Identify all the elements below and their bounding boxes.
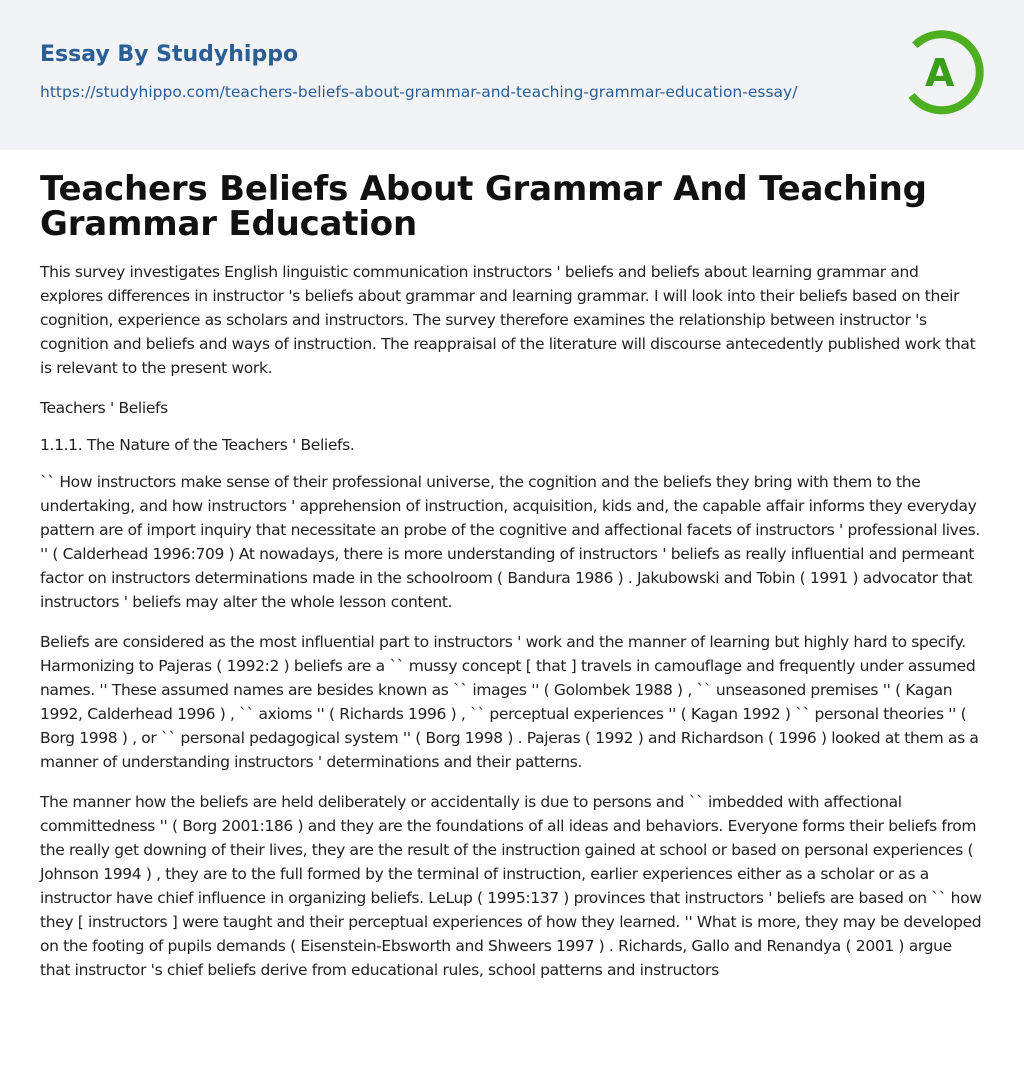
studyhippo-a-logo-icon[interactable] xyxy=(898,28,986,116)
source-url-link[interactable]: https://studyhippo.com/teachers-beliefs-about-grammar-and-teaching-grammar-education-essay/ xyxy=(40,83,798,101)
paragraph-nature-of-beliefs: `` How instructors make sense of their professional universe, the cognition and the beliefs they bring with them to the undertaking, and how instructors ' apprehension of instruction, acquisition, kids and, the capable affair informs they everyday pattern are of import inquiry that necessitate an probe of the cognitive and affectional facets of instructors ' professional lives. '' ( Calderhead 1996:709 ) At nowadays, there is more understanding of instructors ' beliefs as really influential and permeant factor on instructors determinations made in the schoolroom ( Bandura 1986 ) . Jakubowski and Tobin ( 1991 ) advocator that instructors ' beliefs may alter the whole lesson content. xyxy=(40,473,980,611)
subsection-heading: 1.1.1. The Nature of the Teachers ' Beliefs. xyxy=(40,436,355,454)
brand-name[interactable]: Essay By Studyhippo xyxy=(40,42,299,67)
article xyxy=(0,150,1024,982)
section-heading: Teachers ' Beliefs xyxy=(40,399,168,417)
paragraph-intro: This survey investigates English linguistic communication instructors ' beliefs and beliefs about learning grammar and explores differences in instructor 's beliefs about grammar and learning grammar. I will look into their beliefs based on their cognition, experience as scholars and instructors. The survey therefore examines the relationship between instructor 's cognition and beliefs and ways of instruction. The reappraisal of the literature will discourse antecedently published work that is relevant to the present work. xyxy=(40,263,976,377)
logo-letter: A xyxy=(925,51,955,95)
site-header xyxy=(0,0,1024,150)
paragraph-beliefs-held: The manner how the beliefs are held deliberately or accidentally is due to persons and `` imbedded with affectional committedness '' ( Borg 2001:186 ) and they are the foundations of all ideas and behaviors. Everyone forms their beliefs from the really get downing of their lives, they are the result of the instruction gained at school or based on personal experiences ( Johnson 1994 ) , they are to the full formed by the terminal of instruction, earlier experiences either as a scholar or as a instructor have chief influence in organizing beliefs. LeLup ( 1995:137 ) provinces that instructors ' beliefs are based on `` how they [ instructors ] were taught and their perceptual experiences of how they learned. '' What is more, they may be developed on the footing of pupils demands ( Eisenstein-Ebsworth and Shweers 1997 ) . Richards, Gallo and Renandya ( 2001 ) argue that instructor 's chief beliefs derive from educational rules, school patterns and instructors xyxy=(40,793,982,979)
paragraph-influential-part: Beliefs are considered as the most influential part to instructors ' work and the manner of learning but highly hard to specify. Harmonizing to Pajeras ( 1992:2 ) beliefs are a `` mussy concept [ that ] travels in camouflage and frequently under assumed names. '' These assumed names are besides known as `` images '' ( Golombek 1988 ) , `` unseasoned premises '' ( Kagan 1992, Calderhead 1996 ) , `` axioms '' ( Richards 1996 ) , `` perceptual experiences '' ( Kagan 1992 ) `` personal theories '' ( Borg 1998 ) , or `` personal pedagogical system '' ( Borg 1998 ) . Pajeras ( 1992 ) and Richardson ( 1996 ) looked at them as a manner of understanding instructors ' determinations and their patterns. xyxy=(40,633,979,771)
article-title: Teachers Beliefs About Grammar And Teaching Grammar Education xyxy=(40,169,927,244)
